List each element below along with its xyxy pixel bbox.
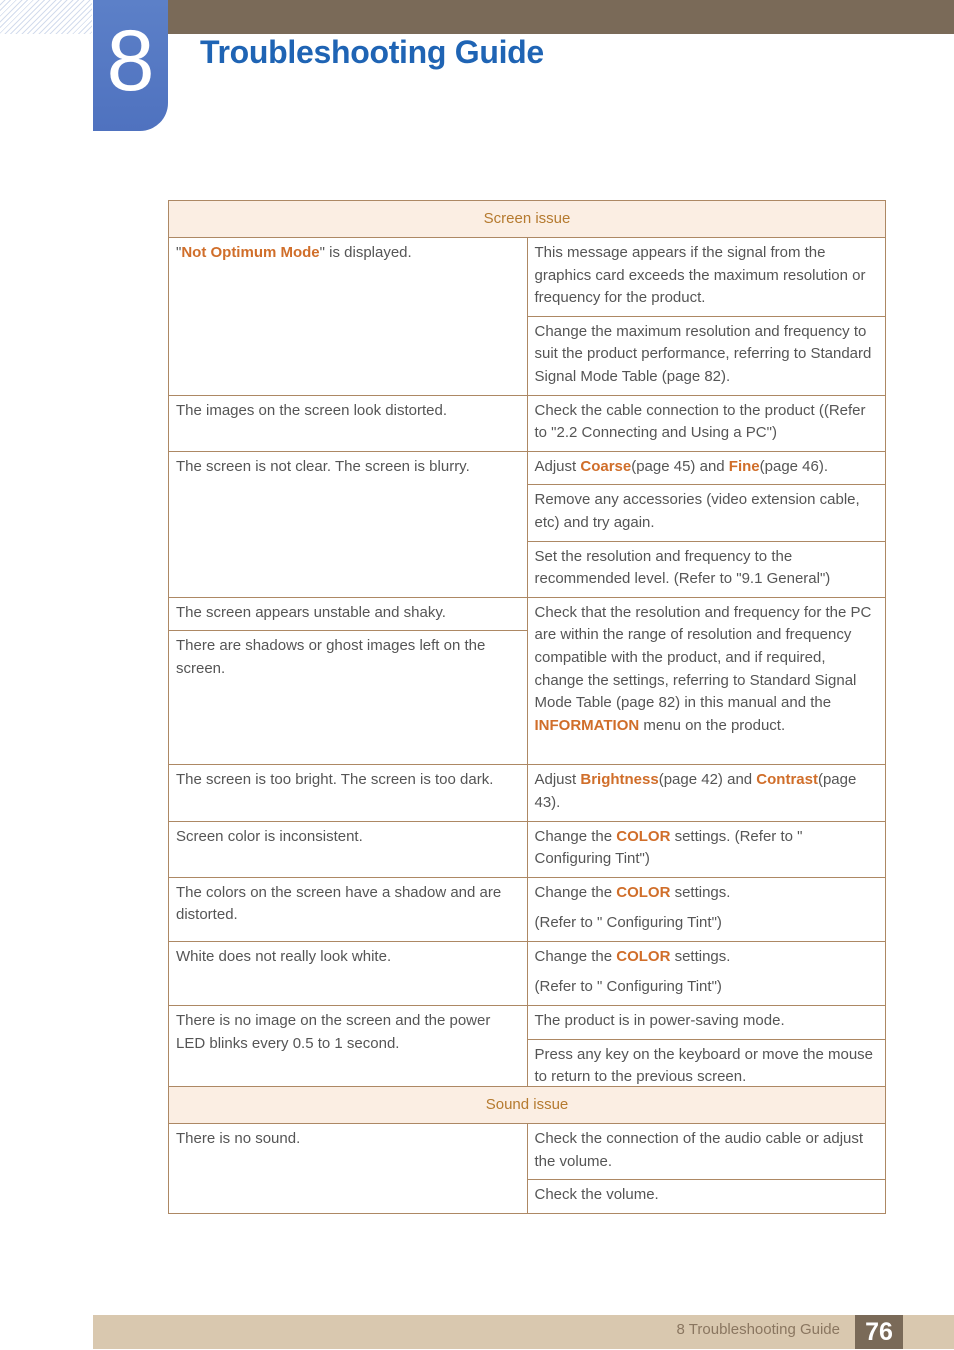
solution-cell: Check the connection of the audio cable or adjust the volume. [527,1124,886,1180]
solution-text: settings. [670,883,731,901]
solution-text: Adjust [534,457,581,475]
issue-cell: There is no image on the screen and the power LED blinks every 0.5 to 1 second. [169,1006,528,1096]
solution-note: (Refer to " Configuring Tint") [534,978,722,996]
menu-term: Coarse [580,457,632,475]
page-title: Troubleshooting Guide [200,34,544,70]
table-row [169,1006,886,1040]
issue-text: " is displayed. [319,244,412,261]
solution-text: settings. (Refer to " Configuring Tint") [534,827,803,868]
solution-cell: Press any key on the keyboard or move the mouse to return to the previous screen. [527,1039,886,1095]
solution-line [535,946,878,969]
menu-term: COLOR [616,827,671,845]
issue-cell: White does not really look white. [169,941,528,1005]
table-row [169,395,886,451]
solution-text: (page 46). [759,457,829,475]
solution-cell: Change the maximum resolution and frequency to suit the product performance, referring to Standard Signal Mode Table (page 82). [527,316,886,395]
solution-text: Change the [534,947,617,965]
page-number: 76 [855,1315,903,1349]
screen-issue-table [168,200,886,1096]
chapter-number-tab: 8 [93,0,168,131]
solution-cell: This message appears if the signal from the graphics card exceeds the maximum resolution or frequency for the product. [527,238,886,317]
menu-term: COLOR [616,947,671,965]
table-row [169,238,886,317]
menu-term: INFORMATION [534,716,640,734]
issue-cell: The images on the screen look distorted. [169,395,528,451]
issue-cell: Screen color is inconsistent. [169,821,528,877]
solution-text: Change the [534,827,617,845]
solution-text: (page 45) and [631,457,729,475]
solution-cell: Check the cable connection to the product ((Refer to "2.2 Connecting and Using a PC") [527,395,886,451]
solution-cell: Check the volume. [527,1180,886,1214]
table-row [169,597,886,631]
solution-cell [527,941,886,1005]
table-row [169,821,886,877]
table-row [169,941,886,1005]
solution-cell [527,877,886,941]
solution-cell: Set the resolution and frequency to the recommended level. (Refer to "9.1 General") [527,541,886,597]
menu-term: COLOR [616,883,671,901]
issue-cell: The screen appears unstable and shaky. [169,597,528,631]
menu-term: Contrast [756,771,818,789]
solution-cell: The product is in power-saving mode. [527,1006,886,1040]
solution-text: (page 43). [534,771,857,811]
solution-line [535,882,878,905]
corner-hatch-decoration [0,0,92,34]
sound-issue-table [168,1086,886,1214]
solution-text: Check that the resolution and frequency for the PC are within the range of resolution and frequency compatible with the product, and if required, change the settings, referring to Standard Signal Mode Table (page 82) in this manual and the [534,603,872,712]
issue-text: " [176,244,182,261]
issue-cell: The screen is not clear. The screen is blurry. [169,451,528,597]
solution-cell: Remove any accessories (video extension cable, etc) and try again. [527,485,886,541]
table-header: Screen issue [169,201,886,238]
issue-cell [169,238,528,396]
solution-text: (page 42) and [658,771,757,789]
issue-cell: The screen is too bright. The screen is too dark. [169,765,528,821]
table-header: Sound issue [169,1087,886,1124]
solution-cell [527,765,886,821]
table-row [169,877,886,941]
solution-text: settings. [670,947,731,965]
issue-cell: The colors on the screen have a shadow and are distorted. [169,877,528,941]
solution-text: menu on the product. [639,716,786,734]
solution-cell [527,597,886,765]
table-row [169,765,886,821]
solution-text: Change the [534,883,617,901]
solution-cell [527,821,886,877]
header-bar [168,0,954,34]
table-row [169,451,886,485]
solution-note: (Refer to " Configuring Tint") [534,914,722,932]
footer-chapter-label: 8 Troubleshooting Guide [676,1321,840,1338]
menu-term: Brightness [580,771,659,789]
issue-cell: There is no sound. [169,1124,528,1214]
solution-text: Adjust [534,771,581,789]
menu-term: Not Optimum Mode [181,244,320,261]
menu-term: Fine [728,457,760,475]
issue-cell: There are shadows or ghost images left on the screen. [169,631,528,765]
solution-cell [527,451,886,485]
table-row [169,1124,886,1180]
